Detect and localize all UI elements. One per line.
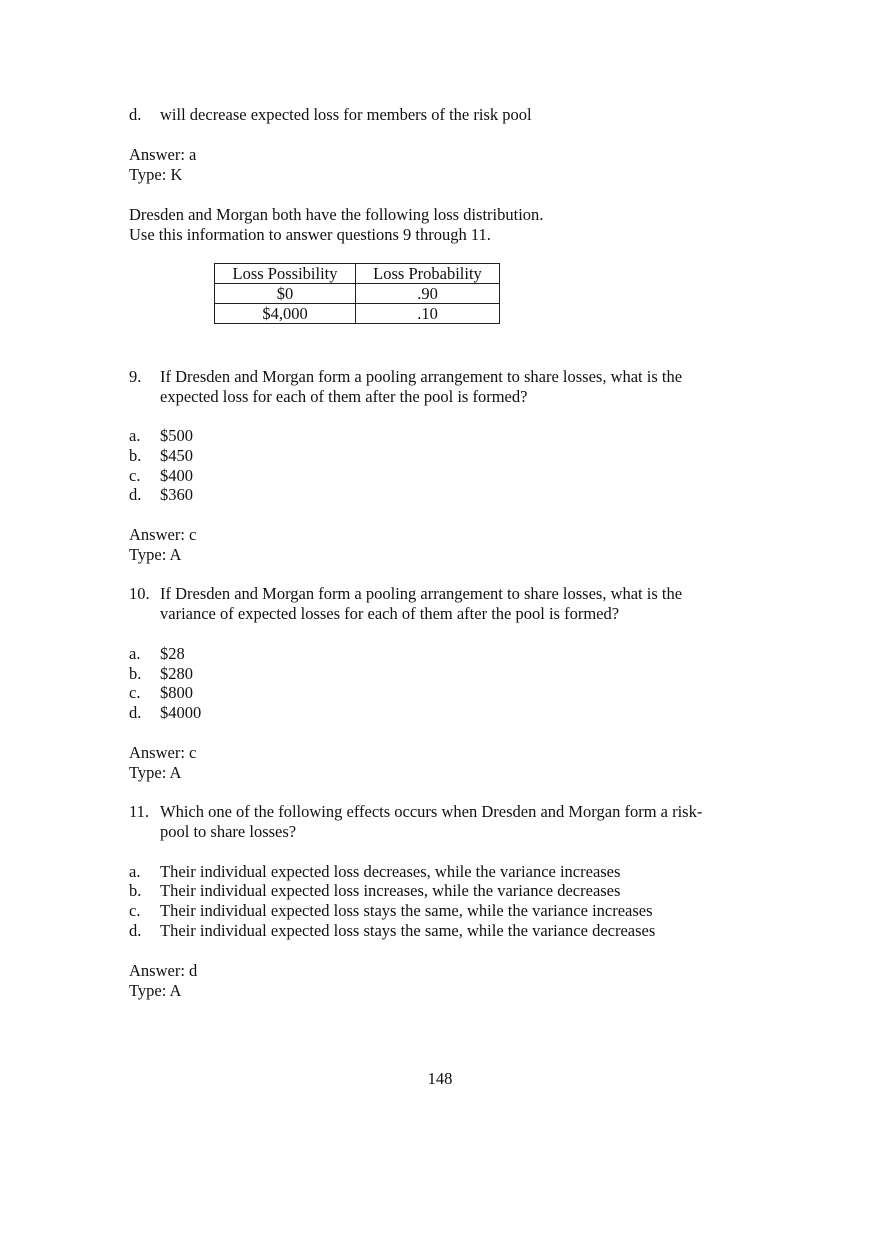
- question-number: 9.: [129, 367, 142, 386]
- type-line: Type: K: [129, 165, 183, 184]
- option-text: $28: [160, 644, 185, 663]
- type-line: Type: A: [129, 545, 182, 564]
- table-cell: .90: [356, 284, 500, 304]
- table-header-cell: Loss Probability: [356, 264, 500, 284]
- question-text-line-1: Which one of the following effects occurs when Dresden and Morgan form a risk-: [160, 802, 703, 821]
- option-text: $800: [160, 683, 193, 702]
- answer-line: Answer: c: [129, 525, 197, 544]
- option-text: $360: [160, 485, 193, 504]
- option-label: a.: [129, 644, 141, 663]
- list-item: [129, 862, 620, 882]
- option-label: d.: [129, 485, 142, 504]
- option-label: c.: [129, 683, 141, 702]
- list-item: [129, 664, 193, 684]
- option-text: $400: [160, 466, 193, 485]
- option-text: $280: [160, 664, 193, 683]
- list-item: [129, 921, 655, 941]
- question-text-line-2: variance of expected losses for each of them after the pool is formed?: [160, 604, 620, 623]
- question-text-line-1: If Dresden and Morgan form a pooling arrangement to share losses, what is the: [160, 367, 683, 386]
- option-text: $500: [160, 426, 193, 445]
- option-text: Their individual expected loss stays the same, while the variance increases: [160, 901, 653, 920]
- answer-line: Answer: a: [129, 145, 197, 164]
- answer-line: Answer: c: [129, 743, 197, 762]
- question-number: 10.: [129, 584, 150, 603]
- list-item: [129, 485, 193, 505]
- option-text: Their individual expected loss decreases, while the variance increases: [160, 862, 621, 881]
- loss-distribution-table: [214, 263, 500, 324]
- intro-line-1: Dresden and Morgan both have the following loss distribution.: [129, 205, 544, 224]
- option-label: a.: [129, 862, 141, 881]
- option-label: d.: [129, 921, 142, 940]
- option-label: b.: [129, 664, 142, 683]
- list-item: [129, 683, 193, 703]
- option-label: b.: [129, 446, 142, 465]
- table-cell: .10: [356, 304, 500, 324]
- table-header-cell: Loss Possibility: [215, 264, 356, 284]
- table-row: [215, 304, 500, 324]
- list-item: [129, 881, 620, 901]
- option-label: b.: [129, 881, 142, 900]
- intro-line-2: Use this information to answer questions 9 through 11.: [129, 225, 491, 244]
- option-text: $4000: [160, 703, 202, 722]
- table-row: [215, 284, 500, 304]
- list-item: [129, 901, 653, 921]
- list-item: [129, 466, 193, 486]
- option-label: c.: [129, 901, 141, 920]
- option-label: d.: [129, 105, 142, 124]
- option-text: will decrease expected loss for members of the risk pool: [160, 105, 532, 124]
- list-item: [129, 703, 201, 723]
- option-label: a.: [129, 426, 141, 445]
- answer-line: Answer: d: [129, 961, 198, 980]
- option-text: Their individual expected loss increases, while the variance decreases: [160, 881, 621, 900]
- question-text-line-1: If Dresden and Morgan form a pooling arrangement to share losses, what is the: [160, 584, 683, 603]
- option-label: c.: [129, 466, 141, 485]
- table-cell: $0: [215, 284, 356, 304]
- list-item: [129, 446, 193, 466]
- type-line: Type: A: [129, 763, 182, 782]
- type-line: Type: A: [129, 981, 182, 1000]
- question-number: 11.: [129, 802, 150, 821]
- question-text-line-2: pool to share losses?: [160, 822, 297, 841]
- list-item: [129, 644, 185, 664]
- question-text-line-2: expected loss for each of them after the pool is formed?: [160, 387, 528, 406]
- option-text: $450: [160, 446, 193, 465]
- page-number: 148: [427, 1069, 453, 1088]
- option-d-carryover: [129, 105, 532, 125]
- option-text: Their individual expected loss stays the same, while the variance decreases: [160, 921, 656, 940]
- option-label: d.: [129, 703, 142, 722]
- table-cell: $4,000: [215, 304, 356, 324]
- list-item: [129, 426, 193, 446]
- table-header-row: [215, 264, 500, 284]
